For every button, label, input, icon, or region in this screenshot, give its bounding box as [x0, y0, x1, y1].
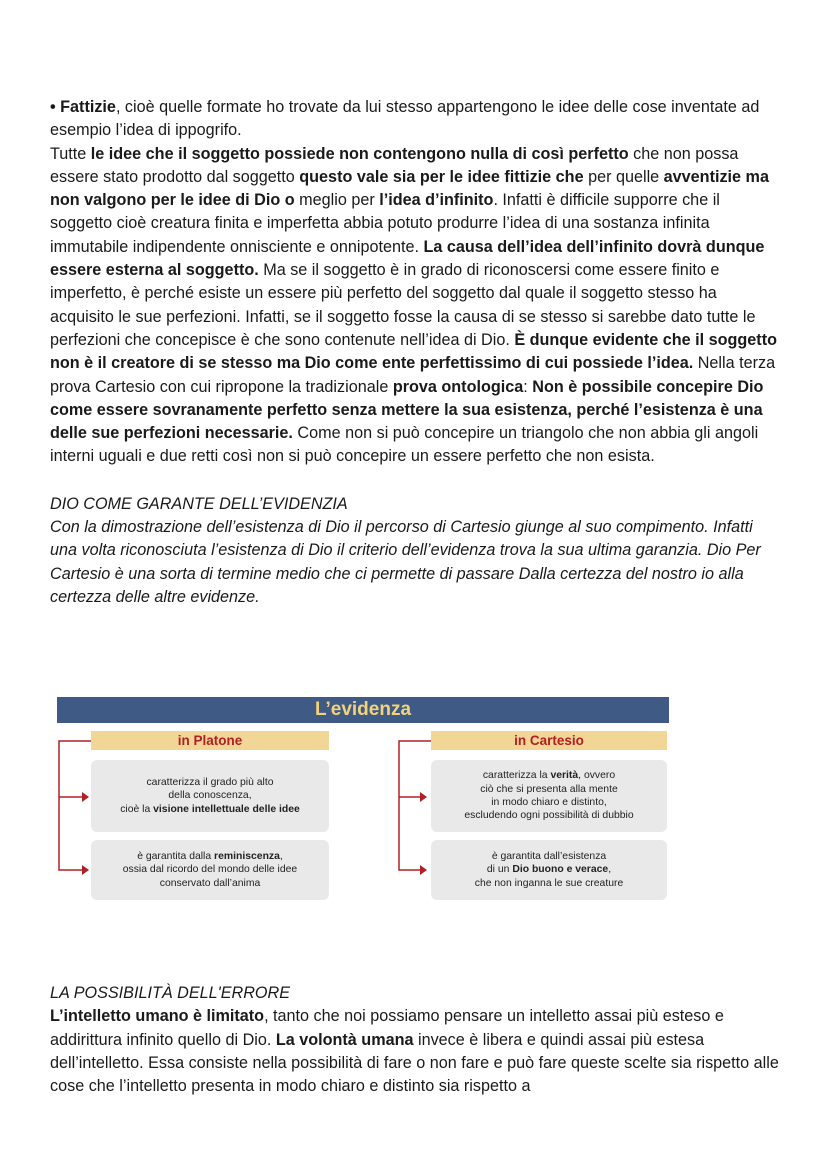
box-line: è garantita dall’esistenza	[491, 850, 607, 862]
box-line: in modo chiaro e distinto,	[491, 797, 607, 808]
paragraph-ideas	[50, 143, 780, 469]
document-body	[50, 96, 780, 609]
right-connector-icon	[399, 741, 431, 870]
paragraph-errore	[50, 1005, 780, 1098]
arrowhead-icon	[420, 865, 427, 875]
paragraph-garante: Con la dimostrazione dell’esistenza di Dio il percorso di Cartesio giunge al suo compimento. Infatti una volta riconosciuta l’esistenza di Dio il criterio dell’evidenza trova la sua ultima garanzia. Dio Per Cartesio è una sorta di termine medio che ci permette di passare Dalla certezza del nostro io alla certezza delle altre evidenze.	[50, 518, 761, 606]
bold-span: prova ontologica	[392, 377, 524, 396]
text-span: :	[523, 377, 533, 396]
platone-box-2	[91, 840, 329, 900]
text-span: Nella terza prova Cartesio con cui ripropone la tradizionale	[50, 354, 776, 396]
box-line: che non inganna le sue creature	[474, 877, 624, 889]
bold-span: questo vale sia per le idee fittizie che	[299, 167, 584, 186]
text-span: . Infatti è difficile supporre che il soggetto cioè creatura finita e imperfetta abbia potuto produrre l’idea di una sostanza infinita immutabile indipendente onnisciente e onnipotente.	[50, 191, 720, 256]
box-line	[91, 850, 329, 863]
box-line	[431, 863, 667, 876]
bold-span: l’idea d’infinito	[379, 191, 494, 210]
text-span: , tanto che noi possiamo pensare un intelletto assai più esteso e addirittura infinito quello di Dio.	[50, 1007, 724, 1049]
section-heading-evidenza: DIO COME GARANTE DELL’EVIDENZIA	[50, 494, 348, 513]
box-line: ciò che si presenta alla mente	[480, 783, 618, 795]
text-span: Come non si può concepire un triangolo che non abbia gli angoli interni uguali e due retti così non si può concepire un essere perfetto che non esista.	[50, 424, 759, 466]
box-text: ,	[608, 864, 612, 876]
box-line: conservato dall’anima	[159, 877, 261, 889]
box-line	[431, 769, 667, 782]
box-line: della conoscenza,	[168, 790, 252, 802]
diagram-title: L’evidenza	[314, 699, 412, 720]
text-span: Tutte	[50, 144, 91, 163]
text-span: Ma se il soggetto è in grado di riconoscersi come essere finito e imperfetto, è perché esiste un essere più perfetto del soggetto dal quale il soggetto stesso ha acquisito le sue perfezioni. Infatti, se il soggetto fosse la causa di se stesso si sarebbe dato tutte le perfezioni che concepisce è che sono contenute nell’idea di Dio.	[50, 261, 756, 349]
platone-box-1	[91, 760, 329, 832]
box-bold: visione intellettuale delle idee	[153, 803, 300, 815]
box-text: ,	[279, 850, 283, 862]
paragraph-fattizie	[50, 96, 780, 143]
box-text: cioè la	[120, 803, 154, 815]
section-errore	[50, 982, 780, 1098]
bold-span: L’intelletto umano è limitato	[50, 1007, 265, 1026]
term-fattizie: • Fattizie	[50, 98, 116, 116]
bold-span: La volontà umana	[275, 1030, 414, 1049]
text-span: invece è libera e quindi assai più estesa dell’intelletto. Essa consiste nella possibilità di fare o non fare e può fare queste scelte sia rispetto alle cose che l’intelletto presenta in modo chiaro e distinto sia rispetto a	[50, 1030, 779, 1096]
box-bold: verità	[550, 770, 579, 782]
box-line: ossia dal ricordo del mondo delle idee	[122, 864, 298, 876]
box-bold: reminiscenza	[214, 850, 280, 862]
cartesio-box-2	[431, 840, 667, 900]
box-text: è garantita dalla	[137, 850, 215, 862]
left-connector-icon	[59, 741, 91, 870]
arrowhead-icon	[82, 792, 89, 802]
box-bold: Dio buono e verace	[512, 864, 609, 876]
bold-span: La causa dell’idea dell’infinito dovrà dunque essere esterna al soggetto.	[50, 237, 765, 280]
text-span: , cioè quelle formate ho trovate da lui stesso appartengono le idee delle cose inventate ad esempio l’idea di ippogrifo.	[50, 98, 760, 140]
box-text: di un	[486, 864, 513, 876]
bold-span: avventizie ma non valgono per le idee di Dio o	[50, 167, 769, 210]
section-heading-errore: LA POSSIBILITÀ DELL'ERRORE	[50, 984, 290, 1002]
text-span: per quelle	[583, 167, 664, 186]
evidenza-diagram	[57, 697, 669, 903]
header-platone: in Platone	[91, 731, 329, 750]
arrowhead-icon	[82, 865, 89, 875]
box-line	[91, 803, 329, 816]
text-span: meglio per	[294, 191, 380, 210]
text-span: che non possa essere stato prodotto dal soggetto	[50, 144, 739, 186]
bold-span: È dunque evidente che il soggetto non è il creatore di se stesso ma Dio come ente perfettissimo di cui possiede l’idea.	[50, 330, 777, 373]
box-line: escludendo ogni possibilità di dubbio	[464, 810, 634, 822]
arrowhead-icon	[420, 792, 427, 802]
bold-span: le idee che il soggetto possiede non contengono nulla di così perfetto	[90, 144, 629, 163]
header-cartesio: in Cartesio	[431, 731, 667, 750]
bold-span: Non è possibile concepire Dio come essere sovranamente perfetto senza mettere la sua esistenza, perché l’esistenza è una delle sue perfezioni necessarie.	[50, 377, 764, 443]
box-text: caratterizza la	[482, 770, 551, 782]
box-text: , ovvero	[578, 770, 616, 782]
box-line: caratterizza il grado più alto	[146, 776, 274, 788]
cartesio-box-1	[431, 760, 667, 832]
